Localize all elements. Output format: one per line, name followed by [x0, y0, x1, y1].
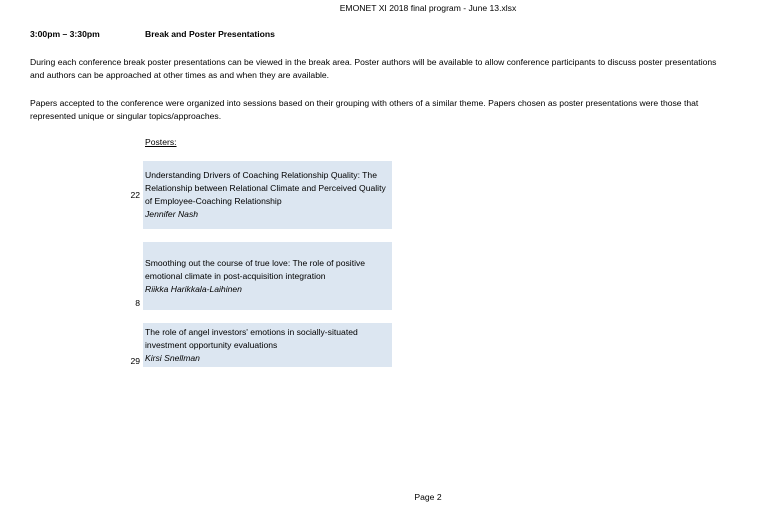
poster-title: Smoothing out the course of true love: The role of positive emotional climate in post-acquisition integration [145, 258, 366, 281]
intro-paragraph: During each conference break poster presentations can be viewed in the break area. Poster authors will be available to allow conference participants to discuss poster presentations and authors can be approached at other times as and when they are available. [30, 57, 717, 80]
document-title: EMONET XI 2018 final program - June 13.xlsx [339, 3, 517, 13]
poster-title: Understanding Drivers of Coaching Relationship Quality: The Relationship between Relational Climate and Perceived Quality of Employee-Coaching Relationship [145, 170, 386, 206]
poster-card [143, 161, 392, 229]
poster-number: 29 [130, 356, 140, 366]
session-time: 3:00pm – 3:30pm [30, 29, 100, 39]
organization-paragraph: Papers accepted to the conference were organized into sessions based on their grouping with others of a similar theme. Papers chosen as poster presentations were those that represented unique or singular topics/approaches. [30, 98, 699, 121]
session-title: Break and Poster Presentations [145, 29, 275, 39]
poster-card [143, 242, 392, 310]
poster-title: The role of angel investors' emotions in socially-situated investment opportunity evaluations [145, 327, 358, 350]
poster-number: 8 [135, 298, 140, 308]
page-number: Page 2 [414, 492, 442, 502]
poster-author: Jennifer Nash [145, 209, 199, 219]
posters-heading: Posters: [145, 137, 177, 147]
poster-card [143, 323, 392, 367]
poster-author: Riikka Harikkala-Laihinen [145, 284, 242, 294]
poster-author: Kirsi Snellman [145, 353, 200, 363]
poster-number: 22 [130, 190, 140, 200]
